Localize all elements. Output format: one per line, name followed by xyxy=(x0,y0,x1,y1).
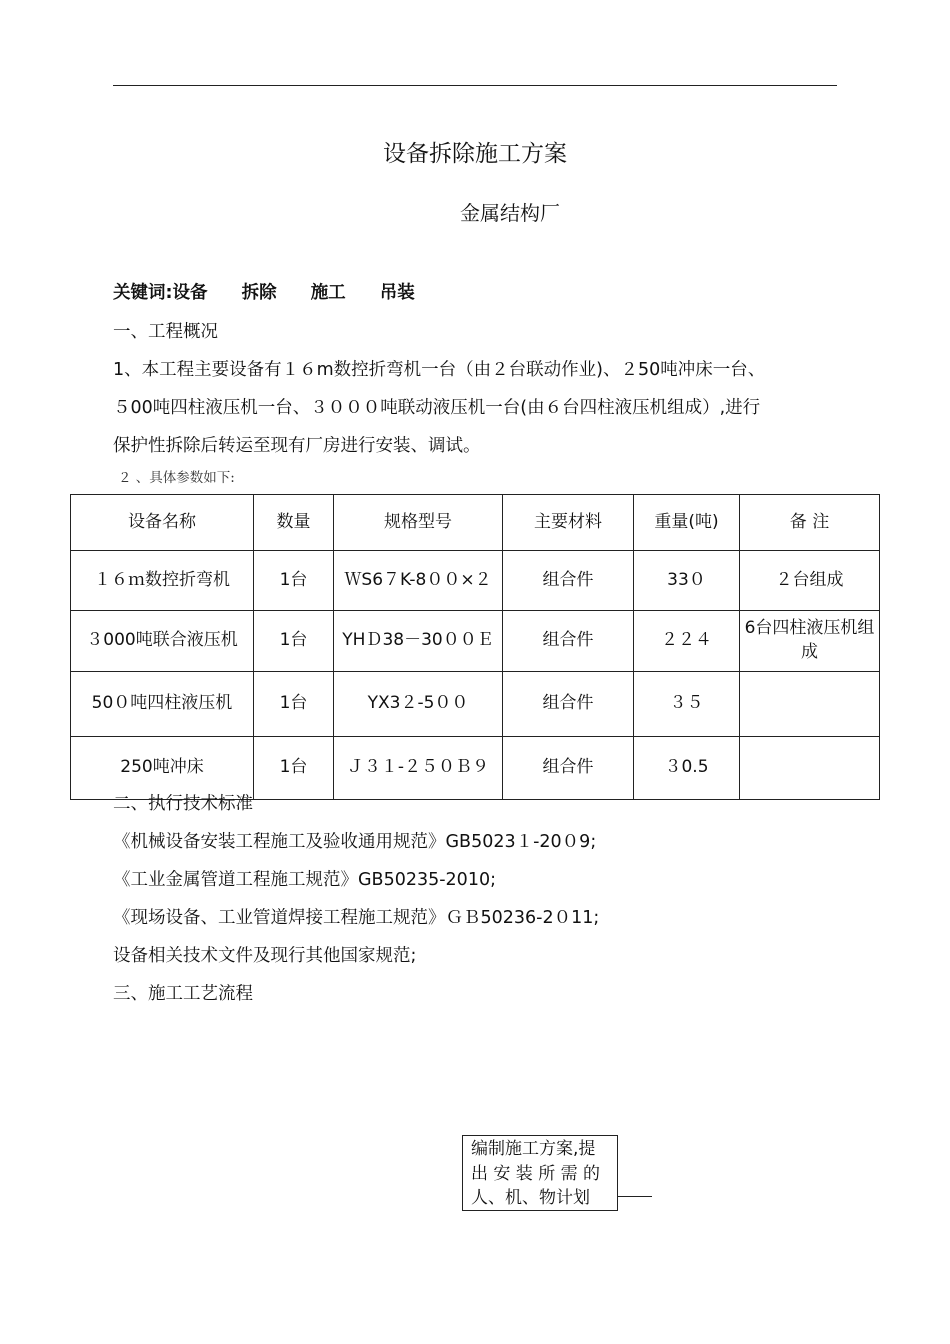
table-cell: ３５ xyxy=(634,672,740,737)
table-cell: 33０ xyxy=(634,551,740,611)
table-cell: ２２４ xyxy=(634,611,740,672)
table-cell xyxy=(740,737,880,800)
table-cell: 50０吨四柱液压机 xyxy=(71,672,254,737)
section-heading-overview: 一、工程概况 xyxy=(113,322,218,342)
header-rule xyxy=(113,85,837,86)
table-cell: 1台 xyxy=(254,737,334,800)
section-heading-standards: 二、执行技术标准 xyxy=(113,794,253,814)
standard-item: 《机械设备安装工程施工及验收通用规范》GB5023１-20０9; xyxy=(113,832,597,852)
keyword-item: 拆除 xyxy=(241,283,277,303)
keyword-item: 施工 xyxy=(310,283,346,303)
keywords-line xyxy=(113,279,443,304)
flowchart-step-line: 人、机、物计划 xyxy=(471,1188,590,1208)
document-title: 设备拆除施工方案 xyxy=(383,141,567,167)
table-cell: YX3２-5００ xyxy=(334,672,503,737)
table-cell: Ｊ３１-２５０Ｂ９ xyxy=(334,737,503,800)
table-row xyxy=(71,672,880,737)
flowchart-step-line: 出 安 装 所 需 的 xyxy=(471,1163,601,1184)
flowchart-connector xyxy=(618,1196,652,1197)
table-cell: 组合件 xyxy=(503,672,634,737)
table-cell: 组合件 xyxy=(503,737,634,800)
params-intro: ２ 、具体参数如下: xyxy=(118,470,235,486)
table-cell: 250吨冲床 xyxy=(71,737,254,800)
table-cell: YHＤ38－30００Ｅ xyxy=(334,611,503,672)
standard-item: 《现场设备、工业管道焊接工程施工规范》ＧＢ50236-2０11; xyxy=(113,908,600,928)
table-header-cell: 设备名称 xyxy=(71,495,254,551)
paragraph-line: 保护性拆除后转运至现有厂房进行安装、调试。 xyxy=(113,436,481,456)
table-cell: 组合件 xyxy=(503,551,634,611)
table-cell: ＷS6７K-8００×２ xyxy=(334,551,503,611)
table-cell: ３0.5 xyxy=(634,737,740,800)
keywords-label: 关键词:设备 xyxy=(113,283,208,303)
table-header-cell: 备 注 xyxy=(740,495,880,551)
table-cell: ３000吨联合液压机 xyxy=(71,611,254,672)
table-cell: ２台组成 xyxy=(740,551,880,611)
table-header-cell: 重量(吨) xyxy=(634,495,740,551)
section-heading-process: 三、施工工艺流程 xyxy=(113,984,253,1004)
document-subtitle: 金属结构厂 xyxy=(460,201,560,225)
standard-item: 设备相关技术文件及现行其他国家规范; xyxy=(113,946,417,966)
table-header-row xyxy=(71,495,880,551)
table-header-cell: 数量 xyxy=(254,495,334,551)
standard-item: 《工业金属管道工程施工规范》GB50235-2010; xyxy=(113,870,496,890)
paragraph-line: 1、本工程主要设备有１６m数控折弯机一台（由２台联动作业)、２50吨冲床一台、 xyxy=(113,360,766,380)
equipment-params-table xyxy=(70,494,880,800)
table-header-cell: 主要材料 xyxy=(503,495,634,551)
table-cell: 6台四柱液压机组成 xyxy=(740,611,880,672)
table-cell: 1台 xyxy=(254,672,334,737)
table-header-cell: 规格型号 xyxy=(334,495,503,551)
table-cell: 1台 xyxy=(254,551,334,611)
table-cell: 1台 xyxy=(254,611,334,672)
table-row xyxy=(71,611,880,672)
table-cell: 组合件 xyxy=(503,611,634,672)
flowchart-step-line: 编制施工方案,提 xyxy=(471,1139,596,1159)
table-cell: １６ｍ数控折弯机 xyxy=(71,551,254,611)
keyword-item: 吊装 xyxy=(379,283,415,303)
paragraph-line: ５00吨四柱液压机一台、３０００吨联动液压机一台(由６台四柱液压机组成）,进行 xyxy=(113,398,761,418)
flowchart-step-box xyxy=(462,1135,618,1211)
table-cell xyxy=(740,672,880,737)
table-row xyxy=(71,551,880,611)
